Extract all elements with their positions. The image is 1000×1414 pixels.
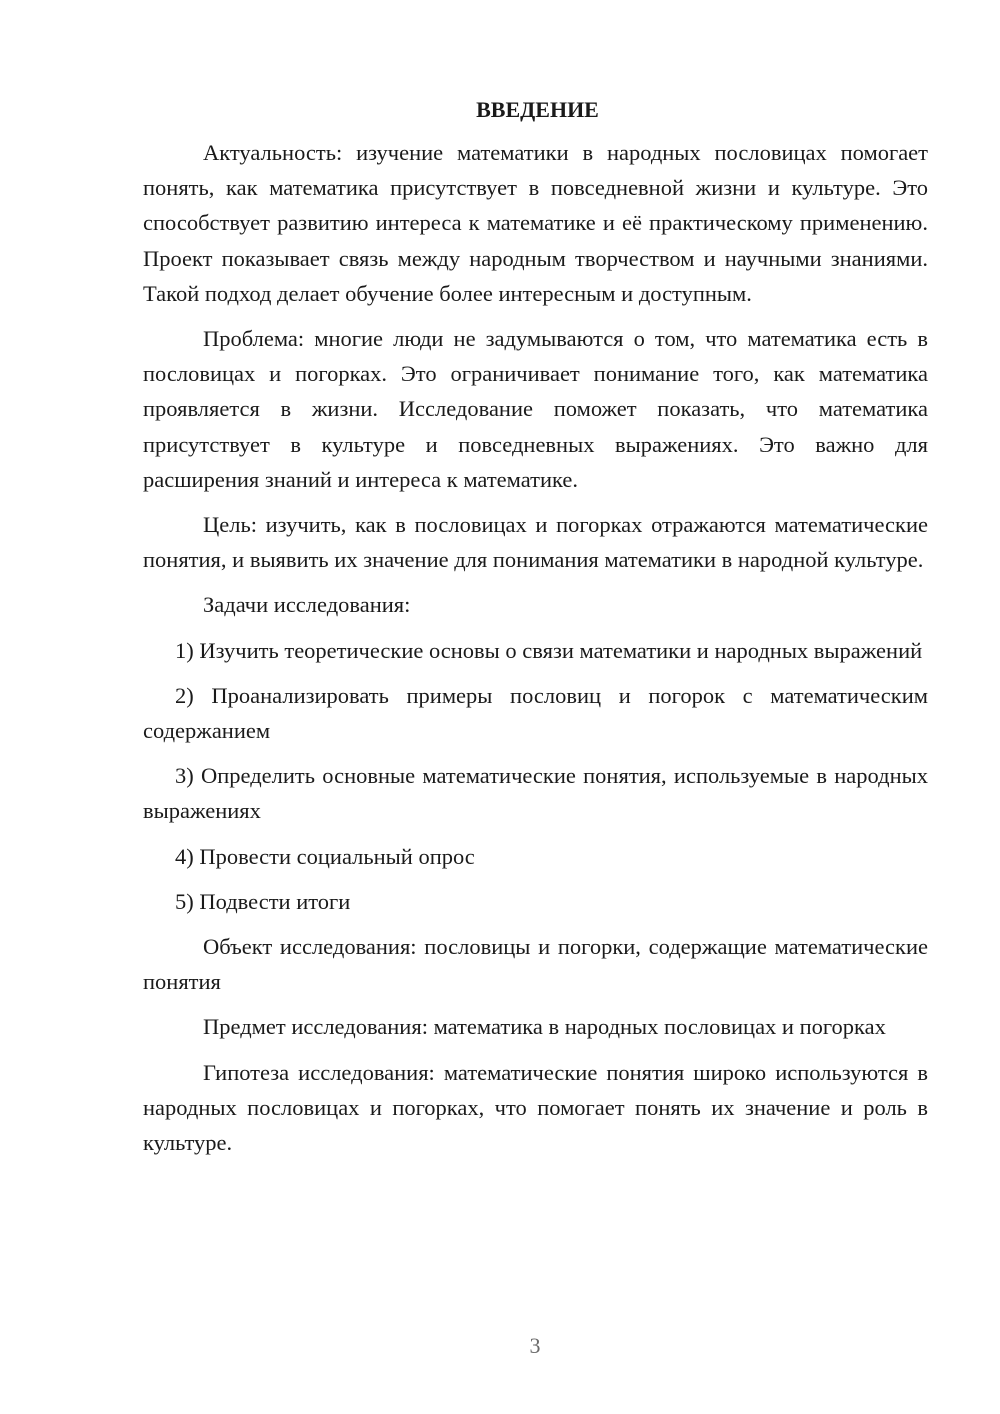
paragraph-object: Объект исследования: пословицы и погорки, содержащие математические понятия <box>143 934 928 995</box>
paragraph-relevance: Актуальность: изучение математики в народных пословицах помогает понять, как математика присутствует в повседневной жизни и культуре. Это способствует развитию интереса к математике и её практическому применению. Проект показывает связь между народным творчеством и научными знаниями. Такой подход делает обучение более интересным и доступным. <box>143 140 928 306</box>
task-item: 5) Подвести итоги <box>175 888 351 914</box>
paragraph-hypothesis: Гипотеза исследования: математические понятия широко используются в народных пословицах и погорках, что помогает понять их значение и роль в культуре. <box>143 1059 928 1156</box>
paragraph-problem: Проблема: многие люди не задумываются о том, что математика есть в пословицах и погорках. Это ограничивает понимание того, как математика проявляется в жизни. Исследование поможет показать, что математика присутствует в культуре и повседневных выражениях. Это важно для расширения знаний и интереса к математике. <box>143 326 928 492</box>
task-item: 2) Проанализировать примеры пословиц и погорок с математическим содержанием <box>143 682 928 744</box>
page-number: 3 <box>529 1333 541 1358</box>
task-item: 4) Провести социальный опрос <box>175 843 475 869</box>
page-title: ВВЕДЕНИЕ <box>476 97 599 122</box>
task-item: 3) Определить основные математические понятия, используемые в народных выражениях <box>143 763 928 824</box>
paragraph-goal: Цель: изучить, как в пословицах и погорках отражаются математические понятия, и выявить их значение для понимания математики в народной культуре. <box>143 512 928 573</box>
tasks-heading: Задачи исследования: <box>203 592 411 618</box>
page-content <box>143 95 928 1170</box>
task-item: 1) Изучить теоретические основы о связи математики и народных выражений <box>175 637 923 663</box>
paragraph-subject: Предмет исследования: математика в народных пословицах и погорках <box>203 1014 886 1040</box>
